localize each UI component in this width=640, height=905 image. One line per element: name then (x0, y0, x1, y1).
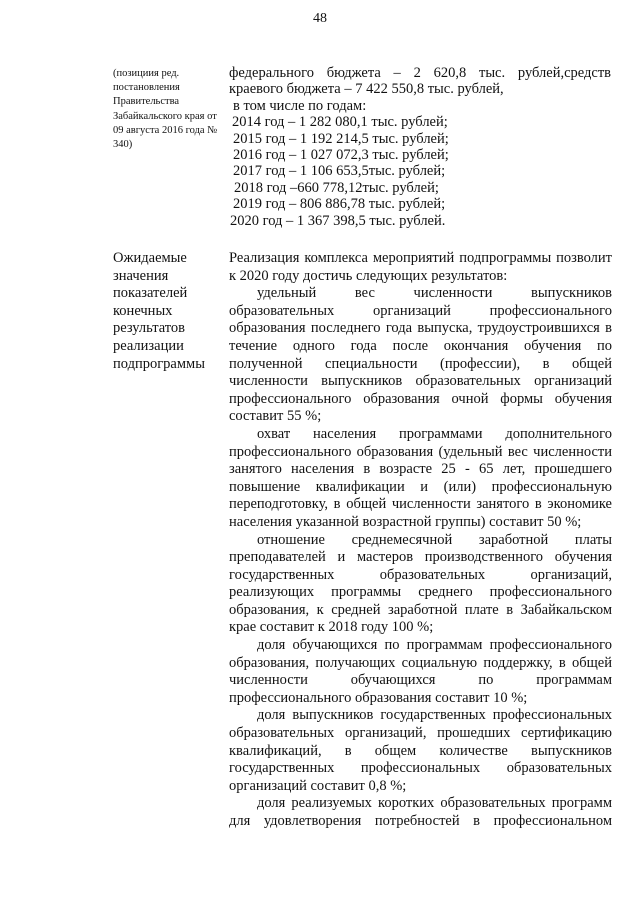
budget-year-2016: 2016 год – 1 027 072,3 тыс. рублей; (233, 147, 449, 164)
result-item: удельный вес численности выпускников образовательных организаций профессионального образования последнего года выпуска, трудоустроившихся в течение одного года после окончания обучения по полученной специальности (профессии), в общей численности выпускников образовательных организаций профессионального образования очной формы обучения составит 55 %; (229, 285, 612, 425)
result-item: отношение среднемесячной заработной платы преподавателей и мастеров производственного обучения государственных образовательных организаций, реализующих программы среднего профессионального образования, к средней заработной плате в Забайкальском крае составит к 2018 году 100 %; (229, 531, 612, 636)
amendment-note: (позициия ред. постановления Правительства Забайкальского края от 09 августа 2016 года № 340) (113, 68, 218, 151)
results-block (229, 250, 612, 831)
budget-block (229, 65, 611, 229)
budget-year-2015: 2015 год – 1 192 214,5 тыс. рублей; (233, 130, 449, 147)
section-label: Ожидаемые значения показателей конечных результатов реализации подпрограммы (113, 250, 205, 372)
budget-year-2019: 2019 год – 806 886,78 тыс. рублей; (233, 196, 446, 213)
result-item: доля реализуемых коротких образовательных программ для удовлетворения потребностей в профессиональном (229, 795, 612, 829)
budget-year-2014: 2014 год – 1 282 080,1 тыс. рублей; (232, 114, 448, 131)
result-item: охват населения программами дополнительного профессионального образования (удельный вес численности занятого населения в возрасте 25 - 65 лет, прошедшего повышение квалификации и (или) профессиональную переподготовку, в общей численности занятого в экономике населения указанной возрастной группы) составит 50 %; (229, 425, 612, 530)
budget-year-2020: 2020 год – 1 367 398,5 тыс. рублей. (230, 212, 446, 229)
results-intro: Реализация комплекса мероприятий подпрограммы позволит к 2020 году достичь следующих результатов: (229, 250, 612, 284)
page-number: 48 (313, 11, 327, 26)
result-item: доля обучающихся по программам профессионального образования, получающих социальную поддержку, в общей численности обучающихся по программам профессионального образования составит 10 %; (229, 637, 612, 706)
budget-years-intro: в том числе по годам: (233, 97, 367, 114)
budget-financing: федерального бюджета – 2 620,8 тыс. рублей,средств краевого бюджета – 7 422 550,8 тыс. рублей, (229, 65, 611, 98)
budget-year-2017: 2017 год – 1 106 653,5тыс. рублей; (233, 163, 446, 180)
result-item: доля выпускников государственных профессиональных образовательных организаций, прошедших сертификацию квалификаций, в общем количестве выпускников государственных профессиональных образовательных организаций составит 0,8 %; (229, 707, 612, 794)
budget-year-2018: 2018 год –660 778,12тыс. рублей; (234, 179, 439, 196)
